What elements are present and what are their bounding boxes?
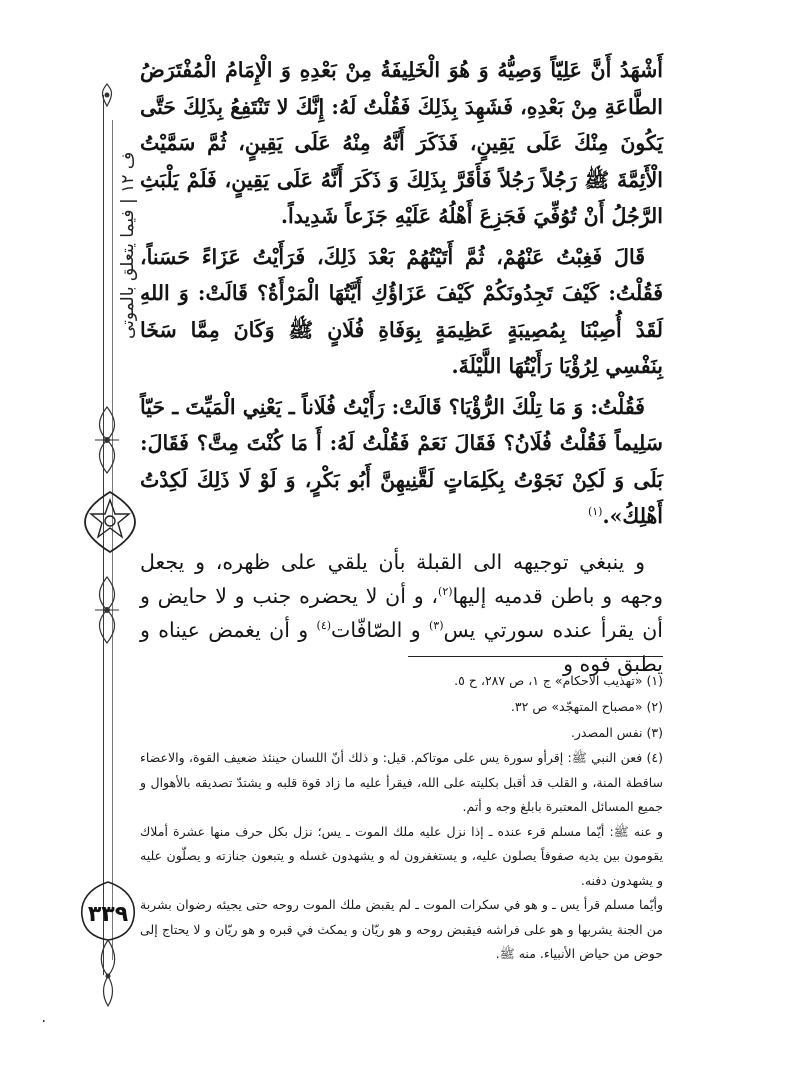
page-number-frame-icon	[78, 880, 138, 1010]
footnote-ref[interactable]: (٣)	[428, 618, 444, 632]
floral-ornament-icon	[92, 575, 122, 645]
hadith-paragraph-text: فَقُلْتُ: وَ مَا تِلْكَ الرُّؤْيَا؟ قَالَتْ: رَأَيْتُ فُلَاناً ـ يَعْنِي الْمَيِّتَ ـ حَيّاً سَلِيماً فَقُلْتُ فُلَانُ؟ فَقَالَ نَعَمْ فَقُلْتُ لَهُ: أَ مَا كُنْتَ مِتَّ؟ فَقَالَ: بَلَى وَ لَكِنْ نَجَوْتُ بِكَلِمَاتٍ لَقَّنِيهِنَّ أَبُو بَكْرٍ، وَ لَوْ لَا ذَلِكَ لَكِدْتُ أَهْلِكُ».	[140, 394, 663, 528]
commentary-text: و الصّافّات	[331, 617, 429, 642]
commentary-text: ، و أن لا يحضره جنب و لا حايض و أن يقرأ عنده سورتي يس	[140, 583, 663, 642]
footnotes-section	[140, 668, 663, 967]
page-number: ٣٣٩	[87, 902, 129, 927]
commentary-text: و ينبغي توجيهه الى القبلة بأن يلقي على ظهره، و يجعل وجهه و باطن قدميه إليها	[140, 549, 663, 608]
footnote: (١) «تهذيب الاحكام» ج ١، ص ٢٨٧، ح ٥.	[454, 673, 663, 688]
footnote-long	[140, 746, 663, 967]
footnote-4-part: و عنه ﷺ: أيّما مسلم قرء عنده ـ إذا نزل عليه ملك الموت ـ يس؛ نزل بكل حرف منها عشرة أملاك يقومون بين يديه صفوفاً يصلون عليه، و يستغفرون له و يشهدون غسله و يتبعون جنازته و يصلّون عليه و يشهدون دفنه.	[140, 823, 663, 888]
hadith-paragraph: قَالَ فَغِبْتُ عَنْهُمْ، ثُمَّ أَتَيْتُهُمْ بَعْدَ ذَلِكَ، فَرَأَيْتُ عَزَاءً حَسَناً، فَقُلْتُ: كَيْفَ تَجِدُونَكُمْ كَيْفَ عَزَاؤُكِ أَيَّتُهَا الْمَرْأَةُ؟ قَالَتْ: وَ اللهِ لَقَدْ أُصِبْنَا بِمُصِيبَةٍ عَظِيمَةٍ بِوَفَاةِ فُلَانٍ ﷺ وَكَانَ مِمَّا سَخَا بِنَفْسِي لِرُؤْيَا رَأَيْتُهَا اللَّيْلَةَ.	[140, 244, 663, 378]
footnote: (٣) نفس المصدر.	[570, 725, 663, 740]
hadith-paragraph	[140, 389, 663, 535]
footnote-ref[interactable]: (٤)	[316, 618, 332, 632]
footnote: (٢) «مصباح المتهجّد» ص ٣٢.	[510, 699, 663, 714]
commentary-text: و أن يغمض عيناه و يطبق فوه و	[140, 617, 663, 676]
footnote-ref[interactable]: (٢)	[438, 584, 453, 598]
footnote-4-part: وأيّما مسلم قرأ يس ـ و هو في سكرات الموت ـ لم يقبض ملك الموت روحه حتى يجيئه رضوان بشربة من الجنة يشربها و هو على فراشه فيقبض روحه و هو ريّان و يمكث في قبره و هو ريّان و لا يحتاج إلى حوض من حياض الأنبياء. منه ﷺ.	[140, 897, 663, 961]
star-medallion-icon	[83, 490, 137, 554]
floral-ornament-icon	[92, 405, 122, 475]
chapter-running-title: ف ١٢ | فيما يتعلق بالموتى	[118, 151, 138, 339]
footnote-4-part: (٤) فعن النبي ﷺ: إقرأو سورة يس على موتاكم. قيل: و ذلك أنّ اللسان حينئذ ضعيف القوة، والاعضاء ساقطة المنة، و القلب قد أقبل بكليته على الله، فيقرأ عليه ما زاد قوة قلبه و يشتدّ تصديقه بالأهوال و جميع المسائل المعتبرة بابلغ وجه و أتم.	[140, 750, 663, 814]
footnote-separator	[408, 656, 663, 657]
main-text-block	[140, 52, 663, 681]
commentary-paragraph	[140, 545, 663, 681]
footnote-ref[interactable]: (١)	[587, 505, 603, 519]
hadith-paragraph: أَشْهَدُ أَنَّ عَلِيّاً وَصِيُّهُ وَ هُوَ الْخَلِيفَةُ مِنْ بَعْدِهِ وَ الْإِمَامُ الْمُفْتَرَضُ الطَّاعَةِ مِنْ بَعْدِهِ، فَشَهِدَ بِذَلِكَ فَقُلْتُ لَهُ: إِنَّكَ لا تَنْتَفِعُ بِذَلِكَ حَتَّى يَكُونَ مِنْكَ عَلَى يَقِينٍ، فَذَكَرَ أَنَّهُ مِنْهُ عَلَى يَقِينٍ، ثُمَّ سَمَّيْتُ الْأَئِمَّةَ ﷺ رَجُلاً رَجُلاً فَأَقَرَّ بِذَلِكَ وَ ذَكَرَ أَنَّهُ عَلَى يَقِينٍ، فَلَمْ يَلْبَثِ الرَّجُلُ أَنْ تُوُفِّيَ فَجَزِعَ أَهْلُهُ عَلَيْهِ جَزَعاً شَدِيداً.	[140, 58, 663, 228]
corner-mark: ٠	[40, 1013, 48, 1029]
